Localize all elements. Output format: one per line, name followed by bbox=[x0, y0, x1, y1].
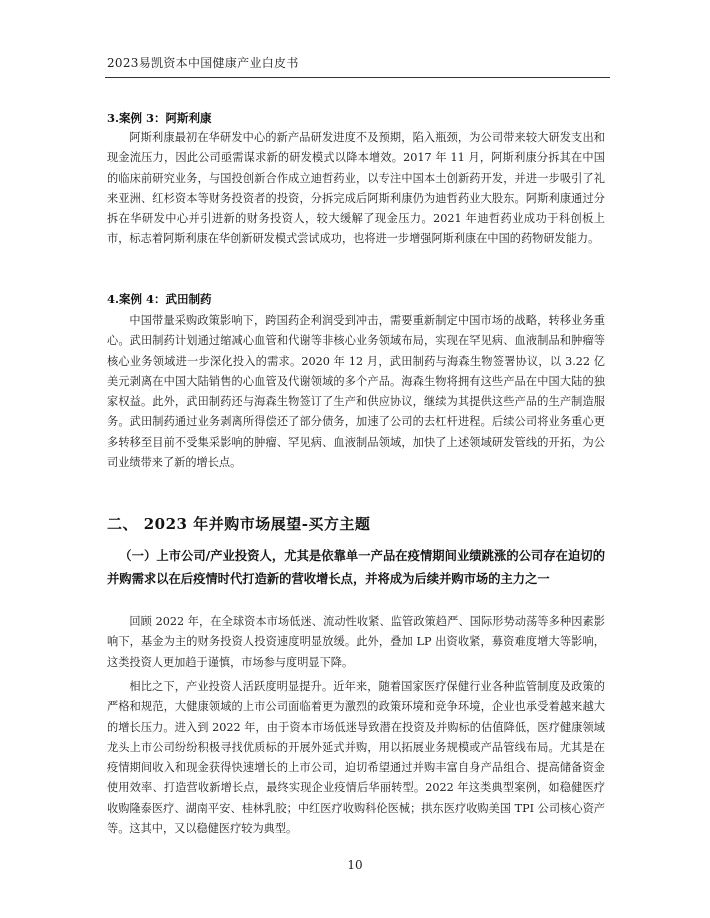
page-number: 10 bbox=[347, 858, 363, 872]
document-header-title: 2023易凯资本中国健康产业白皮书 bbox=[107, 56, 299, 70]
section-2-heading: 二、 2023 年并购市场展望-买方主题 bbox=[107, 515, 371, 533]
section-2-paragraph-1: 回顾 2022 年，在全球资本市场低迷、流动性收紧、监管政策趋严、国际形势动荡等多种因素影响下，基金为主的财务投资人投资速度明显放缓。此外，叠加 LP 出资收紧，募资难度增大等影响，这类投资人更加趋于谨慎，市场参与度明显下降。 bbox=[107, 615, 605, 669]
section-2-subheading: （一）上市公司/产业投资人，尤其是依靠单一产品在疫情期间业绩跳涨的公司存在迫切的并购需求以在后疫情时代打造新的营收增长点，并将成为后续并购市场的主力之一 bbox=[107, 548, 605, 586]
case-4-paragraph: 中国带量采购政策影响下，跨国药企利润受到冲击，需要重新制定中国市场的战略，转移业务重心。武田制药计划通过缩减心血管和代谢等非核心业务领域布局，实现在罕见病、血液制品和肿瘤等核心业务领域进一步深化投入的需求。2020 年 12 月，武田制药与海森生物签署协议，以 3.22 亿美元剥离在中国大陆销售的心血管及代谢领域的多个产品。海森生物将拥有这些产品在中国大陆的独家权益。此外，武田制药还与海森生物签订了生产和供应协议，继续为其提供这些产品的生产制造服务。武田制药通过业务剥离所得偿还了部分债务，加速了公司的去杠杆进程。后续公司将业务重心更多转移至目前不受集采影响的肿瘤、罕见病、血液制品领域，加快了上述领域研发管线的开拓，为公司业绩带来了新的增长点。 bbox=[107, 314, 605, 470]
case-3-heading: 3.案例 3：阿斯利康 bbox=[107, 111, 212, 125]
case-3-paragraph: 阿斯利康最初在华研发中心的新产品研发进度不及预期，陷入瓶颈，为公司带来较大研发支出和现金流压力，因此公司亟需谋求新的研发模式以降本增效。2017 年 11 月，阿斯利康分拆其在中国的临床前研究业务，与国投创新合作成立迪哲药业，以专注中国本土创新药开发，并进一步吸引了礼来亚洲、红杉资本等财务投资者的投资，分拆完成后阿斯利康仍为迪哲药业大股东。阿斯利康通过分拆在华研发中心并引进新的财务投资人，较大缓解了现金压力。2021 年迪哲药业成功于科创板上市，标志着阿斯利康在华创新研发模式尝试成功，也将进一步增强阿斯利康在中国的药物研发能力。 bbox=[107, 131, 605, 246]
case-4-heading: 4.案例 4：武田制药 bbox=[107, 292, 212, 306]
header-divider bbox=[105, 77, 610, 78]
section-2-paragraph-2: 相比之下，产业投资人活跃度明显提升。近年来，随着国家医疗保健行业各种监管制度及政策的严格和规范，大健康领域的上市公司面临着更为激烈的政策环境和竞争环境，企业也承受着越来越大的增长压力。进入到 2022 年，由于资本市场低迷导致潜在投资及并购标的估值降低，医疗健康领域龙头上市公司纷纷积极寻找优质标的开展外延式并购，用以拓展业务规模或产品管线布局。尤其是在疫情期间收入和现金获得快速增长的上市公司，迫切希望通过并购丰富自身产品组合、提高储备资金使用效率、打造营收新增长点，最终实现企业疫情后华丽转型。2022 年这类典型案例，如稳健医疗收购隆泰医疗、湖南平安、桂林乳胶；中红医疗收购科伦医械；拱东医疗收购美国 TPI 公司核心资产等。这其中，又以稳健医疗较为典型。 bbox=[107, 680, 605, 836]
